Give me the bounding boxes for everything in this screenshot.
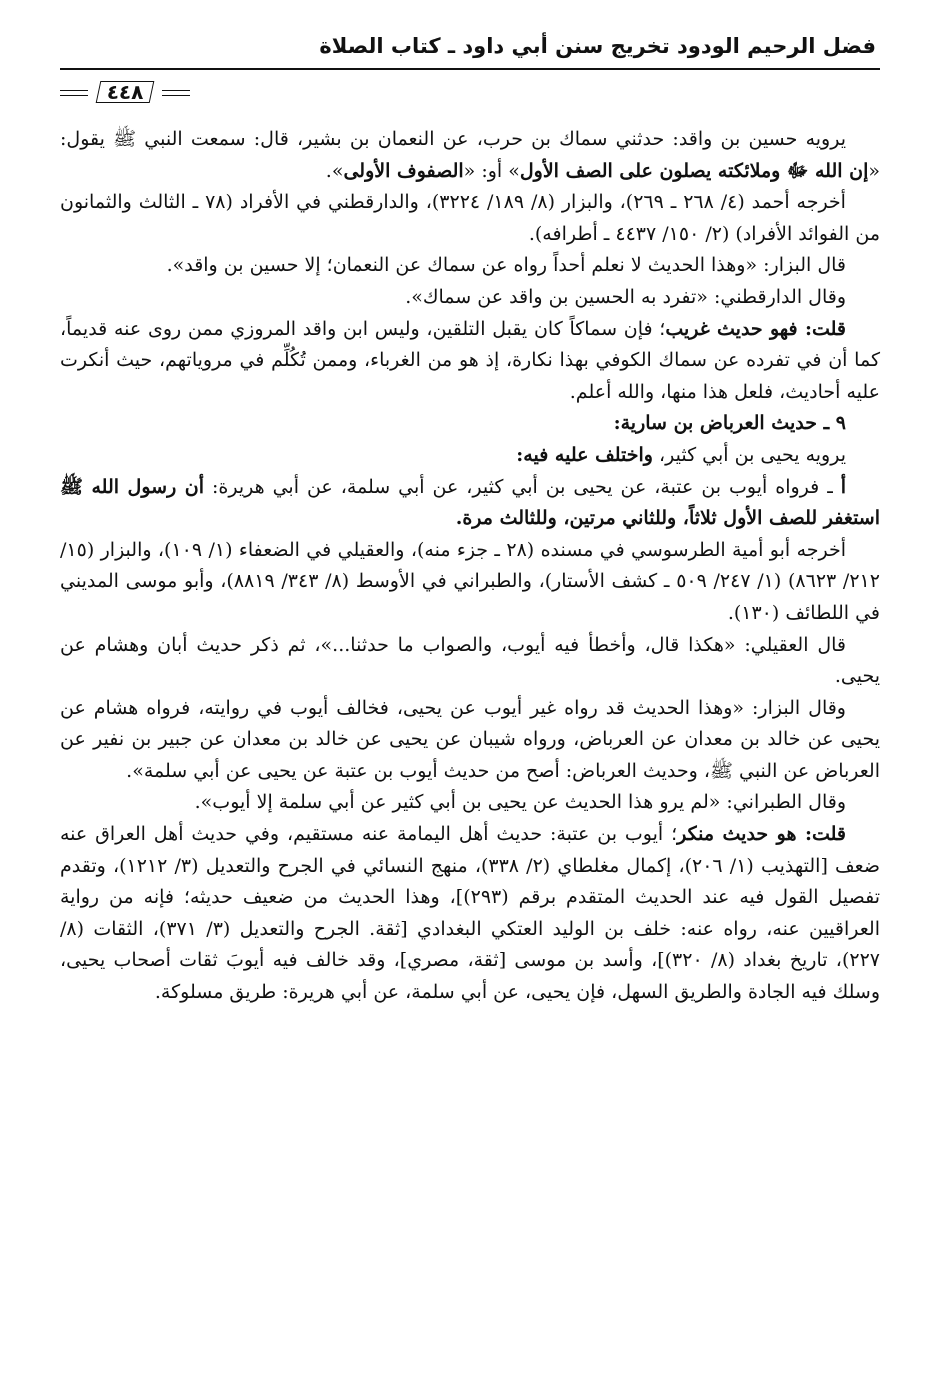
ornament-rule-right (162, 90, 190, 96)
paragraph-p3 (60, 250, 880, 282)
ornament-rule-left (60, 90, 88, 96)
page-number-text: ٤٤٨ (106, 80, 144, 104)
text-run: ». (325, 159, 344, 182)
paragraph-p8 (60, 472, 880, 535)
bold-text-run: قلت: هو حديث منكر (677, 823, 846, 846)
bold-text-run: أ (840, 475, 846, 498)
paragraph-p1 (60, 124, 880, 187)
paragraph-p7 (60, 440, 880, 472)
bold-text-run: الصفوف الأولى (343, 159, 464, 182)
text-run: قال البزار: «وهذا الحديث لا نعلم أحداً رواه عن سماك عن النعمان؛ إلا حسين بن واقد». (166, 254, 846, 277)
text-run: ؛ أيوب بن عتبة: حديث أهل اليمامة عنه مستقيم، وفي حديث أهل العراق عنه ضعف [التهذيب (١/ ٢٠٦)، إكمال مغلطاي (٢/ ٣٣٨)، منهج النسائي في الجرح والتعديل (٣/ ١٢١٢)، وتقدم تفصيل القول فيه عند الحديث المتقدم برقم (٢٩٣)]، وهذا الحديث من ضعيف حديثه؛ فإنه من رواية العراقيين عنه، رواه عنه: خلف بن الوليد العتكي البغدادي [ثقة. الجرح والتعديل (٣/ ٣٧١)، الثقات (٨/ ٢٢٧)، تاريخ بغداد (٨/ ٣٢٠)]، وأسد بن موسى [ثقة، مصري]، وقد خالف فيه أيوبَ ثقات أصحاب يحيى، وسلك فيه الجادة والطريق السهل، فإن يحيى، عن أبي سلمة، عن أبي هريرة: طريق مسلوكة. (60, 823, 881, 1004)
text-run: وقال البزار: «وهذا الحديث قد رواه غير أيوب عن يحيى، فخالف أيوب في روايته، فرواه هشام عن يحيى عن خالد بن معدان عن العرباض، ورواه شيبان عن يحيى عن خالد بن معدان عن جبير بن نفير عن العرباض عن النبي ﷺ، وحديث العرباض: أصح من حديث أيوب بن عتبة عن يحيى عن أبي سلمة». (60, 696, 880, 782)
bold-text-run: واختلف عليه فيه: (516, 443, 653, 466)
paragraph-p11 (60, 693, 880, 788)
text-run: وقال الطبراني: «لم يرو هذا الحديث عن يحيى بن أبي كثير عن أبي سلمة إلا أيوب». (194, 791, 846, 814)
header-rule (60, 68, 880, 70)
text-run: يرويه يحيى بن أبي كثير، (652, 443, 846, 466)
text-run: » أو: « (463, 159, 520, 182)
bold-text-run: إن الله ﷻ وملائكته يصلون على الصف الأول (519, 159, 869, 182)
text-run: أخرجه أحمد (٤/ ٢٦٨ ـ ٢٦٩)، والبزار (٨/ ١٨٩/ ٣٢٢٤)، والدارقطني في الأفراد (٧٨ ـ الثالث والثمانون من الفوائد الأفراد) (٢/ ١٥٠/ ٤٤٣٧ ـ أطرافه). (60, 191, 880, 245)
bold-text-run: قلت: فهو حديث غريب (665, 317, 846, 340)
text-run: وقال الدارقطني: «تفرد به الحسين بن واقد عن سماك». (405, 285, 846, 308)
page-number (92, 78, 158, 106)
text-run: قال العقيلي: «هكذا قال، وأخطأ فيه أيوب، والصواب ما حدثنا...»، ثم ذكر حديث أبان وهشام عن يحيى. (60, 633, 880, 688)
paragraph-p10 (60, 630, 880, 693)
running-title: فضل الرحيم الودود تخريج سنن أبي داود ـ كتاب الصلاة (319, 34, 876, 58)
book-page (60, 28, 880, 1368)
paragraph-p13 (60, 819, 880, 1009)
text-run: أخرجه أبو أمية الطرسوسي في مسنده (٢٨ ـ جزء منه)، والعقيلي في الضعفاء (١/ ١٠٩)، والبزار (١٥/ ٢١٢/ ٨٦٢٣) (١/ ٢٤٧/ ٥٠٩ ـ كشف الأستار)، والطبراني في الأوسط (٨/ ٣٤٣/ ٨٨١٩)، وأبو موسى المديني في اللطائف (١٣٠). (60, 538, 880, 624)
paragraph-p6 (60, 408, 880, 440)
bold-text-run: أن رسول الله ﷺ استغفر للصف الأول ثلاثاً، وللثاني مرتين، وللثالث مرة. (60, 475, 880, 530)
paragraph-p12 (60, 787, 880, 819)
paragraph-p2 (60, 187, 880, 250)
paragraph-p4 (60, 282, 880, 314)
bold-text-run: ٩ ـ حديث العرباض بن سارية: (613, 412, 846, 435)
page-header (60, 28, 880, 104)
text-run: ـ فرواه أيوب بن عتبة، عن يحيى بن أبي كثير، عن أبي سلمة، عن أبي هريرة: (204, 475, 841, 498)
text-run: يرويه حسين بن واقد: حدثني سماك بن حرب، عن النعمان بن بشير، قال: سمعت النبي ﷺ يقول: « (60, 128, 880, 182)
page-number-ornament (60, 78, 190, 108)
paragraph-p5 (60, 314, 880, 409)
body-text (60, 124, 880, 1009)
paragraph-p9 (60, 535, 880, 630)
text-run: ؛ فإن سماكاً كان يقبل التلقين، وليس ابن واقد المروزي ممن روى عنه قديماً، كما أن في تفرده عن سماك الكوفي بهذا نكارة، إذ هو من الغرباء، وممن تُكُلِّم في مروياتهم، حيث أنكرت عليه أحاديث، فلعل هذا منها، والله أعلم. (60, 317, 880, 403)
